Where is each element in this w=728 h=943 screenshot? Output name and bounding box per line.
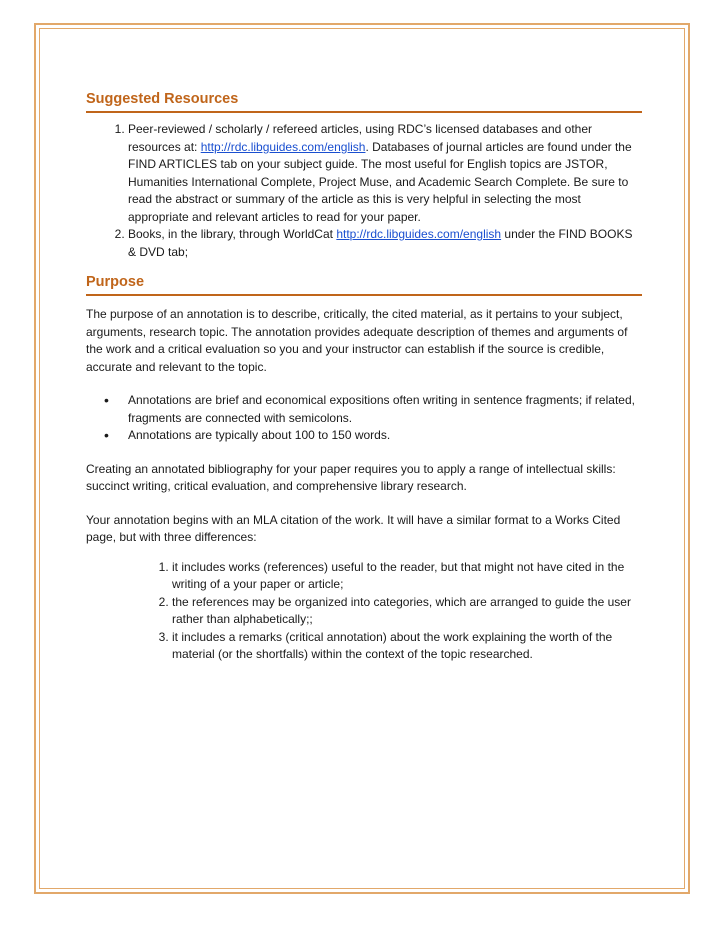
resource-text: Books, in the library, through WorldCat <box>128 227 337 241</box>
libguides-link[interactable]: http://rdc.libguides.com/english <box>336 227 502 241</box>
annotation-bullets <box>86 392 642 445</box>
mla-paragraph: Your annotation begins with an MLA citation of the work. It will have a similar format to a Works Cited page, but with three differences: <box>86 512 621 544</box>
purpose-intro-paragraph: The purpose of an annotation is to describe, critically, the cited material, as it pertains to your subject, arguments, research topic. The annotation provides adequate description of themes and arguments of the work and a critical evaluation so you and your instructor can establish if the source is credible, accurate and relevant to the topic. <box>86 307 628 374</box>
list-item <box>128 121 642 226</box>
suggested-resources-list <box>86 121 642 261</box>
list-item: 3. it includes a remarks (critical annotation) about the work explaining the worth of the material (or the shortfalls) within the context of the topic researched. <box>172 629 642 664</box>
list-item: • Annotations are typically about 100 to 150 words. <box>128 427 642 445</box>
list-item: 1. it includes works (references) useful to the reader, but that might not have cited in the writing of a your paper or article; <box>172 559 642 594</box>
suggested-resources-heading: Suggested Resources <box>86 90 642 113</box>
skills-paragraph: Creating an annotated bibliography for your paper requires you to apply a range of intellectual skills: succinct writing, critical evaluation, and comprehensive library research. <box>86 461 616 493</box>
document-body <box>86 84 642 664</box>
differences-list <box>86 559 642 664</box>
list-item <box>128 226 642 261</box>
list-item: • Annotations are brief and economical expositions often writing in sentence fragments; if related, fragments are connected with semicolons. <box>128 392 642 427</box>
purpose-heading: Purpose <box>86 273 642 296</box>
resource-text: under the FIND BOOKS & DVD tab; <box>128 227 633 259</box>
resource-text: Peer-reviewed / scholarly / refereed articles, using RDC’s licensed databases and other resources at: <box>128 122 593 154</box>
libguides-link[interactable]: http://rdc.libguides.com/english <box>200 139 366 154</box>
list-item: 2. the references may be organized into categories, which are arranged to guide the user rather than alphabetically;; <box>172 594 642 629</box>
resource-text: . Databases of journal articles are found under the FIND ARTICLES tab on your subject guide. The most useful for English topics are JSTOR, Humanities International Complete, Project Muse, and Academic Search Complete. Be sure to read the abstract or summary of the article as this is very helpful in selecting the most appropriate and relevant articles to read for your paper. <box>128 139 632 224</box>
